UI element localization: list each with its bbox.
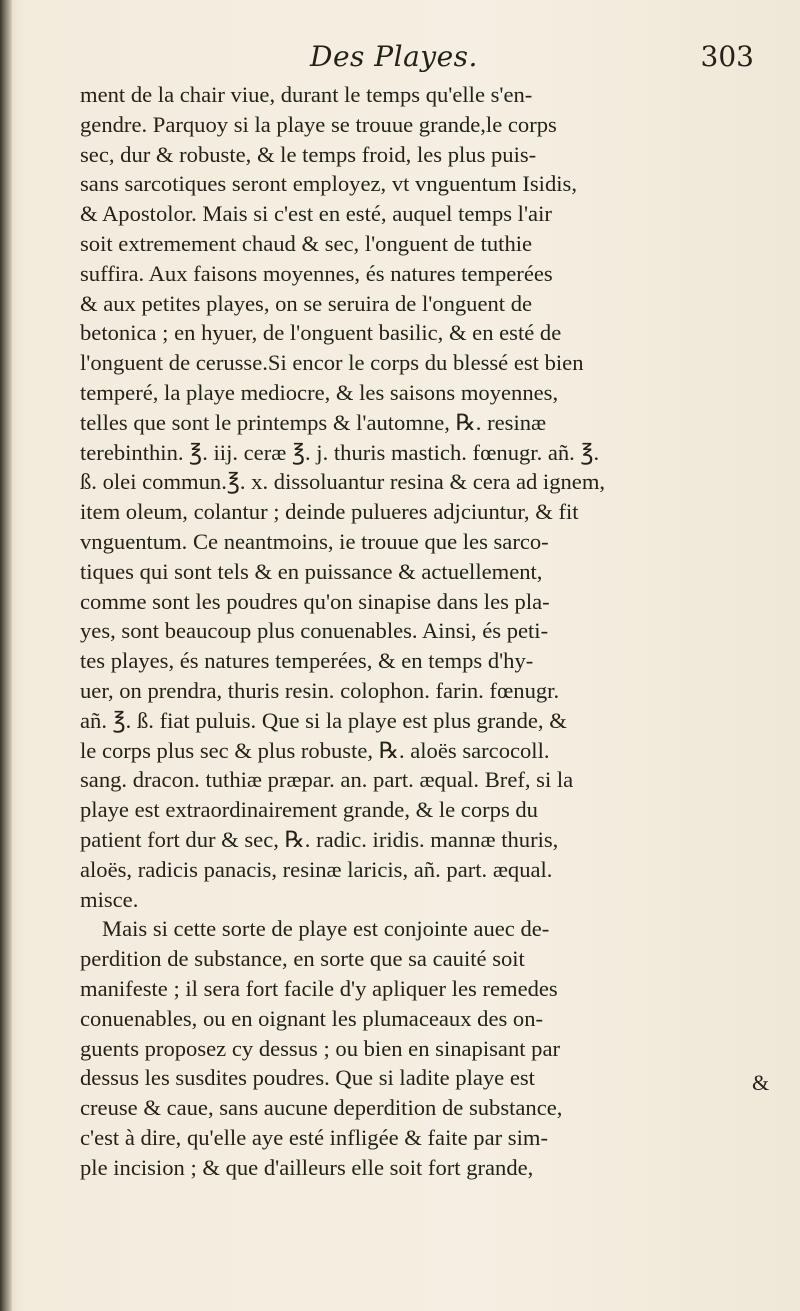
text-line: uer, on prendra, thuris resin. colophon. farin. fœnugr. [80,677,560,703]
text-line: c'est à dire, qu'elle aye esté infligée & faite par sim- [80,1124,548,1150]
text-line: telles que sont le printemps & l'automne, ℞. resinæ [80,409,547,435]
text-line: sans sarcotiques seront employez, vt vnguentum Isidis, [80,171,577,197]
text-line: gendre. Parquoy si la playe se trouue grande,le corps [80,111,557,137]
text-line: & aux petites playes, on se seruira de l'onguent de [80,290,533,316]
text-line: temperé, la playe mediocre, & les saisons moyennes, [80,379,559,405]
text-line: ple incision ; & que d'ailleurs elle soit fort grande, [80,1154,534,1180]
text-line: sec, dur & robuste, & le temps froid, les plus puis- [80,141,537,167]
text-line: soit extremement chaud & sec, l'onguent de tuthie [80,230,533,256]
body-text [80,80,784,1182]
text-line: le corps plus sec & plus robuste, ℞. aloës sarcocoll. [80,737,550,763]
running-title: Des Playes. [310,40,478,73]
text-line: l'onguent de cerusse.Si encor le corps du blessé est bien [80,350,584,376]
text-line: guents proposez cy dessus ; ou bien en sinapisant par [80,1035,561,1061]
text-line: tes playes, és natures temperées, & en temps d'hy- [80,648,534,674]
text-line: aloës, radicis panacis, resinæ laricis, añ. part. æqual. [80,856,553,882]
text-line: terebinthin. ℥. iij. ceræ ℥. j. thuris mastich. fœnugr. añ. ℥. [80,439,600,465]
text-line: betonica ; en hyuer, de l'onguent basilic, & en esté de [80,320,562,346]
text-line: ment de la chair viue, durant le temps qu'elle s'en- [80,82,533,107]
text-line: patient fort dur & sec, ℞. radic. iridis. mannæ thuris, [80,826,559,852]
catchword: & [752,1070,770,1095]
text-line: ß. olei commun.℥. x. dissoluantur resina & cera ad ignem, [80,469,606,495]
text-line: & Apostolor. Mais si c'est en esté, auquel temps l'air [80,201,552,227]
page-number: 303 [700,40,754,73]
book-gutter [0,0,12,1311]
text-line: conuenables, ou en oignant les plumaceaux des on- [80,1005,544,1031]
text-line: Mais si cette sorte de playe est conjointe auec de- [102,916,550,942]
text-line: tiques qui sont tels & en puissance & actuellement, [80,558,543,584]
text-line: creuse & caue, sans aucune deperdition de substance, [80,1095,563,1121]
text-line: perdition de substance, en sorte que sa cauité soit [80,946,525,972]
text-line: añ. ℥. ß. fiat puluis. Que si la playe est plus grande, & [80,707,567,733]
text-line: misce. [80,886,139,912]
text-line: vnguentum. Ce neantmoins, ie trouue que les sarco- [80,528,549,554]
text-line: dessus les susdites poudres. Que si ladite playe est [80,1065,535,1091]
text-line: item oleum, colantur ; deinde pulueres adjciuntur, & fit [80,499,579,525]
text-line: suffira. Aux faisons moyennes, és natures temperées [80,260,553,286]
page-header [80,38,780,78]
text-line: playe est extraordinairement grande, & le corps du [80,797,538,823]
text-line: comme sont les poudres qu'on sinapise dans les pla- [80,588,550,614]
text-line: yes, sont beaucoup plus conuenables. Ainsi, és peti- [80,618,549,644]
text-line: manifeste ; il sera fort facile d'y apliquer les remedes [80,975,558,1001]
text-line: sang. dracon. tuthiæ præpar. an. part. æqual. Bref, si la [80,767,574,793]
